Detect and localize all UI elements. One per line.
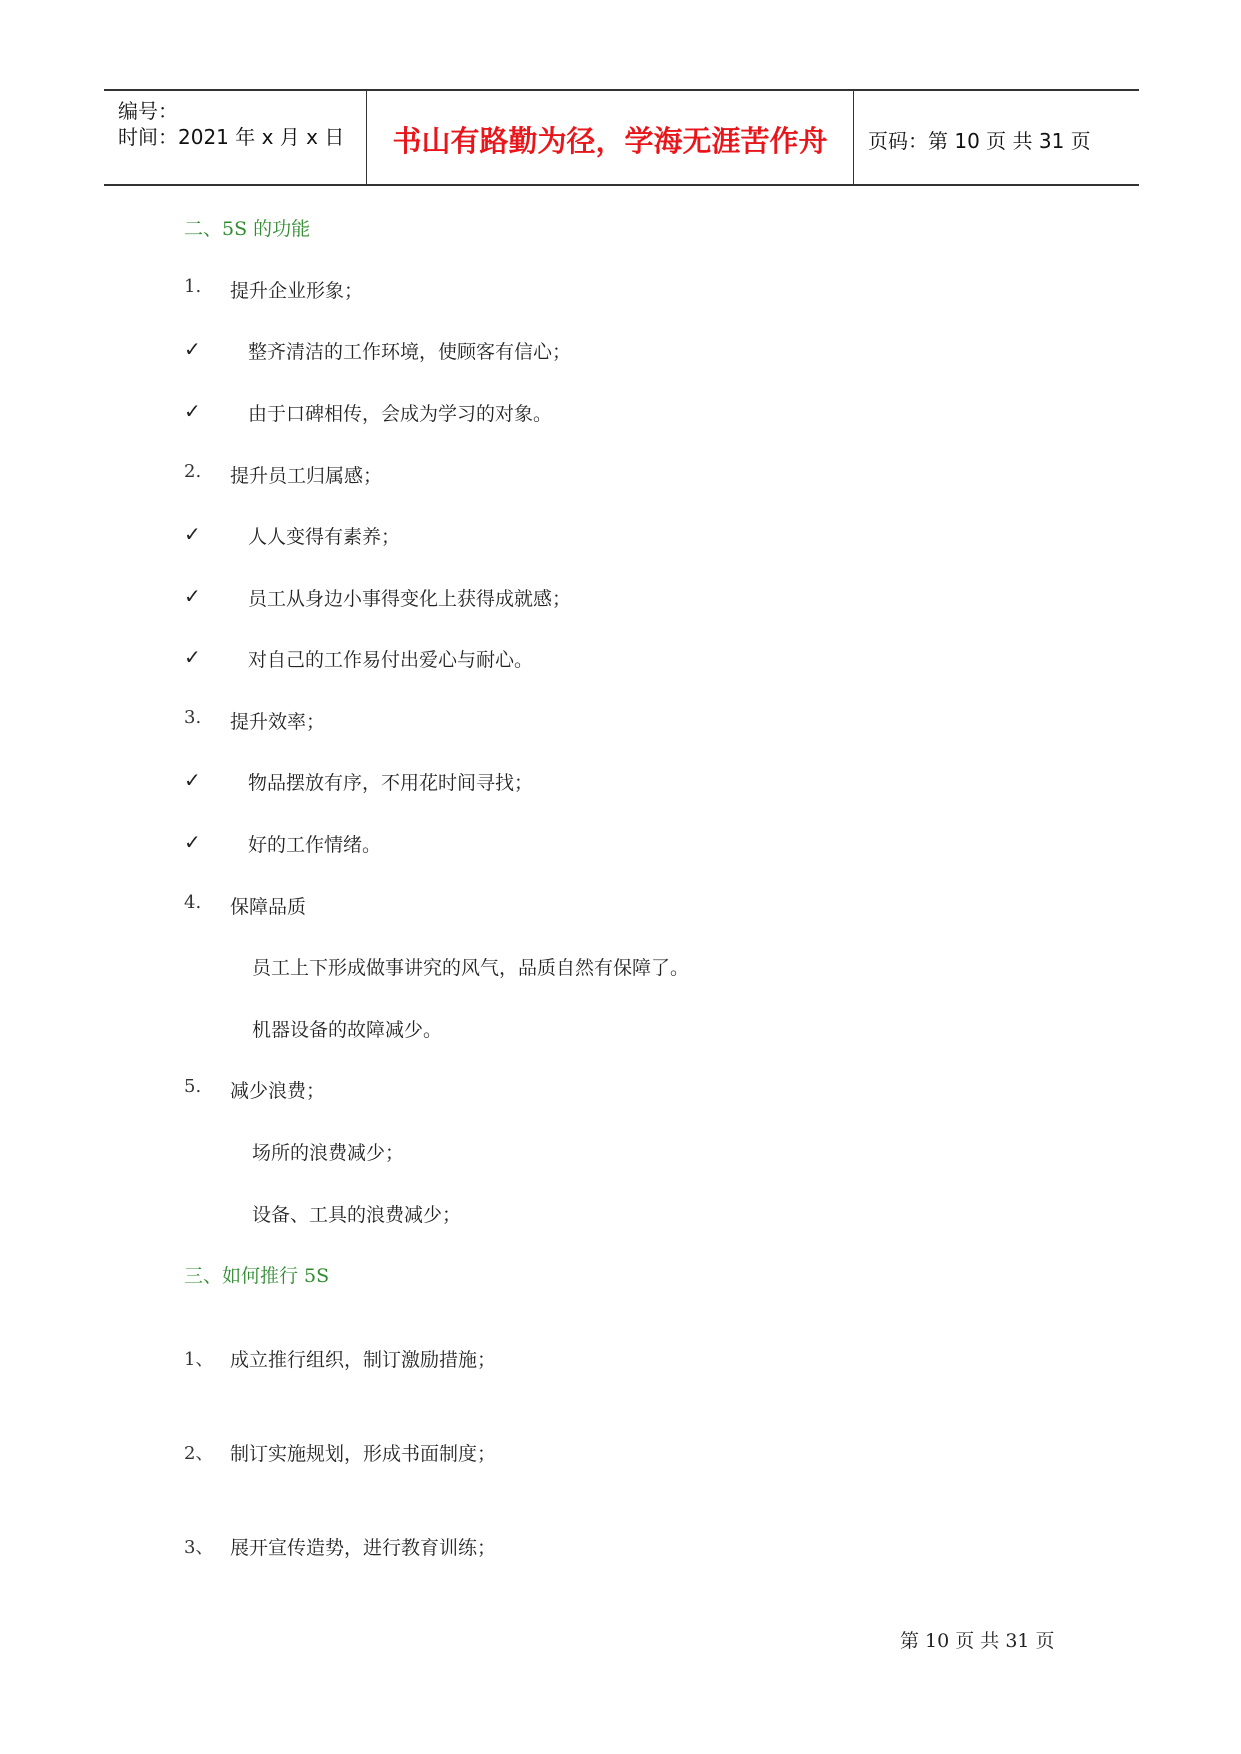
- step-number: 3、: [184, 1537, 214, 1558]
- item-number: 2.: [184, 461, 202, 482]
- header-motto-cell: [366, 91, 854, 184]
- item-text: 提升企业形象；: [230, 280, 364, 302]
- item-text: 设备、工具的浪费减少；: [252, 1204, 462, 1226]
- item-text: 保障品质: [230, 896, 307, 918]
- header-page-cell: [854, 91, 1139, 184]
- number-label: 编号：: [118, 99, 178, 123]
- item-text: 员工从身边小事得变化上获得成就感；: [248, 588, 572, 610]
- step-text: 成立推行组织，制订激励措施；: [230, 1349, 497, 1371]
- item-text: 人人变得有素养；: [248, 526, 401, 548]
- item-number: 5.: [184, 1076, 202, 1097]
- checkmark-icon: ✓: [184, 399, 201, 423]
- item-number: 1.: [184, 276, 202, 297]
- checkmark-icon: ✓: [184, 522, 201, 546]
- item-text: 整齐清洁的工作环境，使顾客有信心；: [248, 341, 572, 363]
- time-label: 时间：2021 年 x 月 x 日: [118, 125, 345, 149]
- step-text: 制订实施规划，形成书面制度；: [230, 1443, 497, 1465]
- section-title-functions: 二、5S 的功能: [184, 218, 311, 240]
- checkmark-icon: ✓: [184, 645, 201, 669]
- page-label: 页码：第 10 页 共 31 页: [868, 129, 1091, 153]
- checkmark-icon: ✓: [184, 584, 201, 608]
- checkmark-icon: ✓: [184, 337, 201, 361]
- item-text: 好的工作情绪。: [248, 834, 382, 856]
- item-text: 由于口碑相传，会成为学习的对象。: [248, 403, 553, 425]
- checkmark-icon: ✓: [184, 830, 201, 854]
- header-info-cell: [104, 91, 366, 184]
- item-text: 员工上下形成做事讲究的风气，品质自然有保障了。: [252, 957, 690, 979]
- item-text: 减少浪费；: [230, 1080, 326, 1102]
- step-number: 1、: [184, 1349, 214, 1370]
- item-text: 提升员工归属感；: [230, 465, 383, 487]
- section-title-implementation: 三、如何推行 5S: [184, 1265, 330, 1287]
- motto: 书山有路勤为径，学海无涯苦作舟: [392, 124, 828, 158]
- item-text: 机器设备的故障减少。: [252, 1019, 443, 1041]
- checkmark-icon: ✓: [184, 768, 201, 792]
- header-table: [104, 89, 1139, 186]
- item-text: 提升效率；: [230, 711, 326, 733]
- item-text: 场所的浪费减少；: [252, 1142, 405, 1164]
- item-text: 对自己的工作易付出爱心与耐心。: [248, 649, 534, 671]
- page-footer: 第 10 页 共 31 页: [900, 1630, 1055, 1652]
- step-number: 2、: [184, 1443, 214, 1464]
- step-text: 展开宣传造势，进行教育训练；: [230, 1537, 497, 1559]
- item-number: 4.: [184, 892, 202, 913]
- item-number: 3.: [184, 707, 202, 728]
- item-text: 物品摆放有序，不用花时间寻找；: [248, 772, 534, 794]
